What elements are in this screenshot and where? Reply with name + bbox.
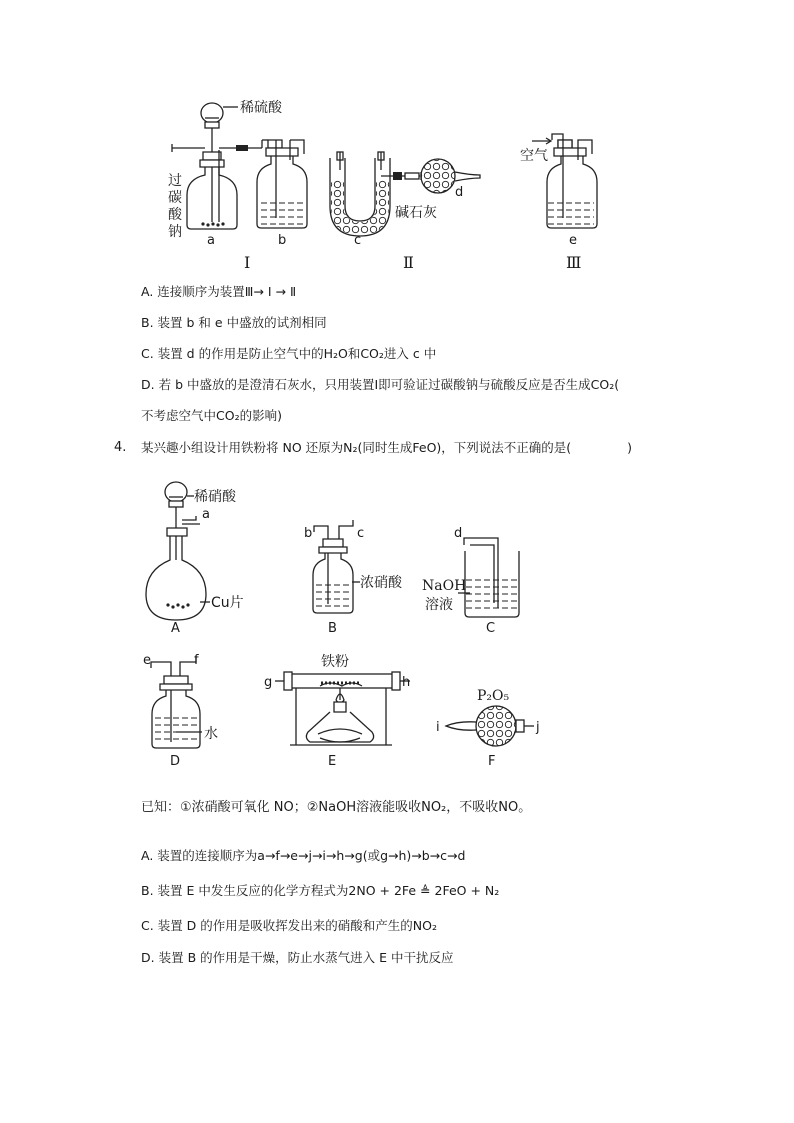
q3-option-b: B. 装置 b 和 e 中盛放的试剂相同 xyxy=(141,315,327,330)
label-percarbonate-4: 钠 xyxy=(168,224,182,240)
q4-option-c: C. 装置 D 的作用是吸收挥发出来的硝酸和产生的NO₂ xyxy=(141,918,437,933)
label-iron-powder: 铁粉 xyxy=(321,654,349,670)
drying-tube-d xyxy=(421,159,480,193)
label-port-h: h xyxy=(402,675,411,690)
q3-option-a: A. 连接顺序为装置Ⅲ→ Ⅰ → Ⅱ xyxy=(141,284,297,299)
label-dilute-h2so4: 稀硫酸 xyxy=(240,100,282,116)
apparatus-c xyxy=(458,538,519,617)
apparatus-b xyxy=(313,520,360,613)
label-d: d xyxy=(455,185,464,200)
label-percarbonate-1: 过 xyxy=(168,173,182,189)
label-group-3: Ⅲ xyxy=(566,253,582,272)
label-port-e: e xyxy=(143,653,151,668)
label-B: B xyxy=(328,621,337,636)
q4-option-a: A. 装置的连接顺序为a→f→e→j→i→h→g(或g→h)→b→c→d xyxy=(141,848,466,863)
label-conc-hno3: 浓硝酸 xyxy=(360,575,402,591)
q4-option-b: B. 装置 E 中发生反应的化学方程式为2NO + 2Fe ≜ 2FeO + N₂ xyxy=(141,883,500,898)
known-info: 已知：①浓硝酸可氧化 NO；②NaOH溶液能吸收NO₂，不吸收NO。 xyxy=(141,800,532,815)
apparatus-figure-1 xyxy=(0,0,794,275)
label-soda-lime: 碱石灰 xyxy=(395,205,437,221)
label-e: e xyxy=(569,233,577,248)
label-group-1: Ⅰ xyxy=(244,253,251,272)
label-dilute-hno3: 稀硝酸 xyxy=(194,489,236,505)
apparatus-d xyxy=(151,656,202,748)
label-port-g: g xyxy=(264,675,273,690)
label-water: 水 xyxy=(204,726,218,742)
q4-stem: 某兴趣小组设计用铁粉将 NO 还原为N₂(同时生成FeO)，下列说法不正确的是( ) xyxy=(141,440,633,455)
apparatus-f xyxy=(446,706,534,746)
label-a: a xyxy=(207,233,215,248)
label-naoh: NaOH xyxy=(422,578,467,594)
label-F: F xyxy=(488,754,496,769)
apparatus-e xyxy=(275,672,410,745)
label-A: A xyxy=(171,621,180,636)
label-C: C xyxy=(486,621,496,636)
label-c: c xyxy=(354,233,362,248)
label-air: 空气 xyxy=(520,148,548,164)
label-group-2: Ⅱ xyxy=(403,253,414,272)
bottle-b xyxy=(257,140,307,228)
q4-number: 4. xyxy=(114,440,127,455)
label-port-d: d xyxy=(454,526,463,541)
label-naoh-solution: 溶液 xyxy=(425,597,453,613)
label-port-j: j xyxy=(536,720,540,735)
q3-option-d: D. 若 b 中盛放的是澄清石灰水，只用装置Ⅰ即可验证过碳酸钠与硫酸反应是否生成CO₂( xyxy=(141,377,620,392)
bottle-a xyxy=(172,103,262,229)
label-b: b xyxy=(278,233,287,248)
q4-option-d: D. 装置 B 的作用是干燥，防止水蒸气进入 E 中干扰反应 xyxy=(141,950,454,965)
label-port-f: f xyxy=(194,653,199,668)
label-percarbonate-2: 碳 xyxy=(168,190,182,206)
label-E: E xyxy=(328,754,337,769)
q3-option-d-continued: 不考虑空气中CO₂的影响) xyxy=(141,408,282,423)
label-p2o5: P₂O₅ xyxy=(477,688,510,704)
label-port-b: b xyxy=(304,526,313,541)
label-cu: Cu片 xyxy=(211,595,244,611)
label-port-a: a xyxy=(202,507,210,522)
q3-option-c: C. 装置 d 的作用是防止空气中的H₂O和CO₂进入 c 中 xyxy=(141,346,437,361)
label-percarbonate-3: 酸 xyxy=(168,207,182,223)
apparatus-figure-2 xyxy=(0,470,794,790)
label-port-i: i xyxy=(436,720,440,735)
label-D: D xyxy=(170,754,181,769)
label-port-c: c xyxy=(357,526,365,541)
u-tube-c xyxy=(330,152,420,236)
